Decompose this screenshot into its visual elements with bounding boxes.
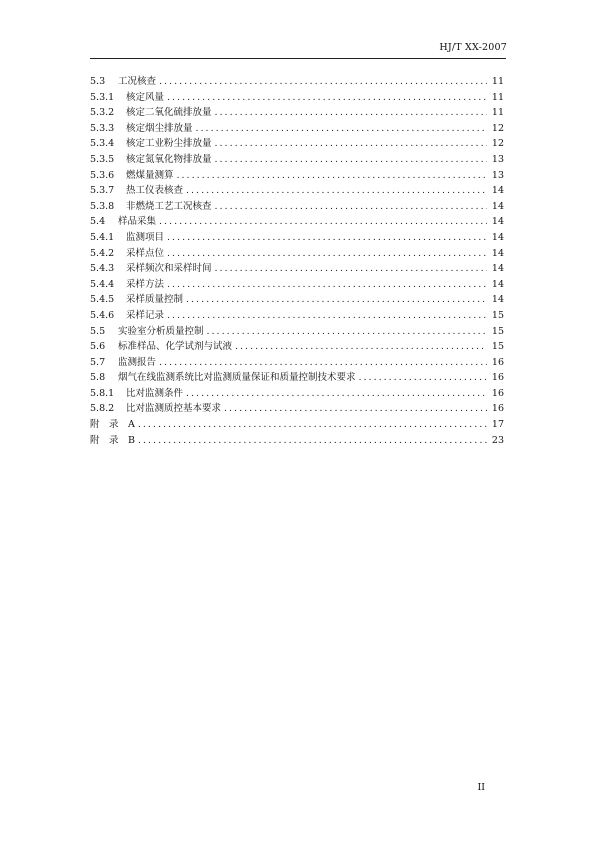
toc-entry[interactable] [90, 308, 504, 324]
toc-entry[interactable] [90, 355, 504, 371]
toc-entry[interactable] [90, 105, 504, 121]
toc-entry-page: 14 [491, 278, 504, 290]
toc-entry-number: 5.4.5 [90, 294, 115, 306]
toc-entry-number: 5.4.6 [90, 309, 115, 321]
toc-leader-dots [215, 105, 487, 121]
toc-entry-title: 实验室分析质量控制 [118, 325, 204, 337]
toc-entry[interactable] [90, 74, 504, 90]
toc-entry-page: 12 [491, 138, 504, 150]
toc-leader-dots [138, 417, 487, 433]
toc-leader-dots [138, 433, 487, 449]
toc-leader-dots [167, 90, 487, 106]
toc-entry[interactable] [90, 370, 504, 386]
toc-leader-dots [167, 308, 487, 324]
toc-entry-title: 比对监测质控基本要求 [126, 403, 222, 415]
toc-entry[interactable] [90, 386, 504, 402]
toc-entry[interactable] [90, 90, 504, 106]
toc-entry-number: 5.7 [90, 356, 106, 368]
toc-entry[interactable] [90, 121, 504, 137]
toc-entry-title: 监测项目 [126, 231, 165, 243]
toc-entry-title: 监测报告 [118, 356, 157, 368]
toc-entry-title: 附 录 A [90, 419, 135, 431]
toc-entry-number: 5.3.4 [90, 138, 115, 150]
toc-entry-number: 5.4.1 [90, 231, 115, 243]
toc-entry[interactable] [90, 136, 504, 152]
toc-entry-page: 14 [491, 294, 504, 306]
toc-entry-page: 14 [491, 216, 504, 228]
toc-entry-page: 14 [491, 185, 504, 197]
toc-leader-dots [359, 370, 487, 386]
page-number: II [477, 782, 485, 793]
toc-entry-title: 采样频次和采样时间 [126, 263, 212, 275]
toc-leader-dots [186, 386, 487, 402]
header-rule [90, 58, 506, 59]
toc-entry-page: 11 [491, 76, 504, 87]
document-code: HJ/T XX-2007 [439, 42, 507, 53]
toc-entry-number: 5.8 [90, 372, 106, 384]
toc-leader-dots [167, 277, 487, 293]
toc-entry-title: 比对监测条件 [126, 387, 184, 399]
toc-entry-title: 标准样品、化学试剂与试液 [118, 341, 233, 353]
toc-entry[interactable] [90, 292, 504, 308]
toc-entry-title: 采样点位 [126, 247, 165, 259]
toc-entry[interactable] [90, 230, 504, 246]
toc-entry-page: 15 [491, 325, 504, 337]
toc-entry-number: 5.8.1 [90, 387, 115, 399]
toc-entry-title: 核定工业粉尘排放量 [126, 138, 212, 150]
toc-entry[interactable] [90, 168, 504, 184]
toc-entry[interactable] [90, 277, 504, 293]
toc-entry-page: 16 [491, 387, 504, 399]
toc-entry-title: 采样方法 [126, 278, 165, 290]
toc-entry[interactable] [90, 324, 504, 340]
toc-leader-dots [167, 246, 487, 262]
toc-leader-dots [215, 152, 487, 168]
toc-leader-dots [235, 339, 487, 355]
toc-entry-number: 5.3.7 [90, 185, 115, 197]
toc-entry-number: 5.4 [90, 216, 106, 228]
toc-leader-dots [167, 230, 487, 246]
toc-entry-page: 12 [491, 122, 504, 134]
toc-entry-number: 5.5 [90, 325, 106, 337]
toc-entry-page: 11 [491, 107, 504, 119]
toc-entry-title: 烟气在线监测系统比对监测质量保证和质量控制技术要求 [118, 372, 356, 384]
toc-entry-number: 5.6 [90, 341, 106, 353]
toc-entry-number: 5.4.4 [90, 278, 115, 290]
toc-leader-dots [186, 183, 487, 199]
toc-leader-dots [215, 136, 487, 152]
toc-entry-title: 核定风量 [126, 91, 165, 103]
toc-entry-number: 5.3.5 [90, 153, 115, 165]
toc-entry-number: 5.3.3 [90, 122, 115, 134]
toc-entry-title: 样品采集 [118, 216, 157, 228]
toc-leader-dots [196, 121, 487, 137]
toc-entry[interactable] [90, 246, 504, 262]
toc-entry-page: 16 [491, 403, 504, 415]
toc-entry-page: 15 [491, 309, 504, 321]
toc-entry-number: 5.3.1 [90, 91, 115, 103]
toc-entry-number: 5.8.2 [90, 403, 115, 415]
toc-entry-number: 5.3.8 [90, 200, 115, 212]
toc-entry-title: 核定二氧化硫排放量 [126, 107, 212, 119]
toc-entry-page: 13 [491, 153, 504, 165]
toc-entry[interactable] [90, 261, 504, 277]
toc-leader-dots [159, 355, 487, 371]
toc-entry-title: 核定氮氧化物排放量 [126, 153, 212, 165]
toc-entry-title: 采样质量控制 [126, 294, 184, 306]
toc-entry[interactable] [90, 339, 504, 355]
toc-entry-number: 5.3 [90, 76, 106, 87]
toc-leader-dots [186, 292, 487, 308]
toc-entry-number: 5.3.2 [90, 107, 115, 119]
toc-leader-dots [207, 324, 487, 340]
toc-entry[interactable] [90, 183, 504, 199]
toc-entry[interactable] [90, 214, 504, 230]
toc-entry-page: 14 [491, 200, 504, 212]
toc-leader-dots [215, 261, 487, 277]
toc-leader-dots [177, 168, 487, 184]
toc-entry[interactable] [90, 199, 504, 215]
toc-entry-page: 14 [491, 247, 504, 259]
toc-entry-page: 15 [491, 341, 504, 353]
toc-leader-dots [159, 214, 487, 230]
toc-entry[interactable] [90, 417, 504, 433]
toc-entry-title: 热工仪表核查 [126, 185, 184, 197]
toc-entry[interactable] [90, 433, 504, 449]
toc-entry[interactable] [90, 401, 504, 417]
toc-entry-title: 核定烟尘排放量 [126, 122, 193, 134]
toc-entry-title: 燃煤量测算 [126, 169, 174, 181]
toc-entry-page: 11 [491, 91, 504, 103]
toc-entry-page: 23 [491, 434, 504, 446]
toc-entry-title: 附 录 B [90, 434, 135, 446]
toc-entry-page: 17 [491, 419, 504, 431]
toc-entry-page: 14 [491, 231, 504, 243]
toc-entry-page: 16 [491, 372, 504, 384]
toc-leader-dots [159, 74, 487, 90]
toc-entry-page: 14 [491, 263, 504, 275]
toc-entry-number: 5.4.2 [90, 247, 115, 259]
table-of-contents [90, 74, 504, 448]
toc-entry-number: 5.4.3 [90, 263, 115, 275]
toc-entry-title: 采样记录 [126, 309, 165, 321]
toc-leader-dots [215, 199, 487, 215]
toc-entry-page: 16 [491, 356, 504, 368]
toc-entry-page: 13 [491, 169, 504, 181]
toc-entry[interactable] [90, 152, 504, 168]
toc-entry-title: 非燃烧工艺工况核查 [126, 200, 212, 212]
toc-leader-dots [224, 401, 487, 417]
toc-entry-title: 工况核查 [118, 76, 157, 87]
toc-entry-number: 5.3.6 [90, 169, 115, 181]
